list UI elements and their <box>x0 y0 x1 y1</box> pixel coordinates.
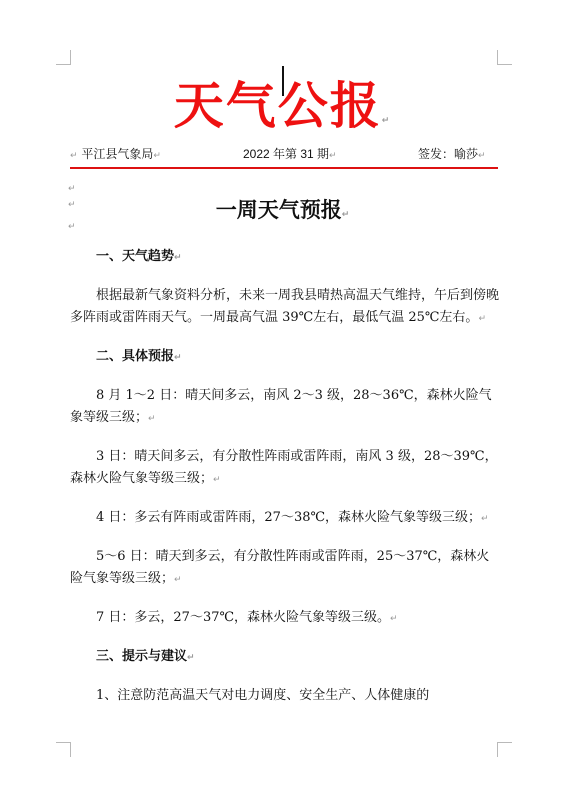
document-title[interactable] <box>0 196 565 229</box>
paragraph-text: 3 日：晴天间多云，有分散性阵雨或雷阵雨，南风 3 级，28～39℃，森林火险气象等级三级； <box>70 449 498 486</box>
paragraph-mark-icon: ↵ <box>174 253 182 263</box>
empty-paragraph-mark-icon: ↵ <box>68 222 76 232</box>
paragraph-text: 4 日：多云有阵雨或雷阵雨，27～38℃，森林火险气象等级三级； <box>96 510 482 525</box>
paragraph-forecast-day5-6[interactable] <box>70 546 500 591</box>
paragraph-mark-icon: ↵ <box>174 575 182 585</box>
paragraph-forecast-day3[interactable] <box>70 446 500 491</box>
paragraph-mark-icon: ↵ <box>478 314 486 324</box>
margin-corner-top-right <box>497 50 512 65</box>
section-heading-text: 二、具体预报 <box>96 349 175 364</box>
paragraph-mark-icon: ↵ <box>390 614 398 624</box>
masthead-title[interactable] <box>0 76 565 151</box>
paragraph-text: 7 日：多云，27～37℃，森林火险气象等级三级。 <box>96 610 391 625</box>
empty-paragraph-mark-icon: ↵ <box>68 184 76 194</box>
section-heading-text: 三、提示与建议 <box>96 649 188 664</box>
masthead-red-rule <box>70 167 498 169</box>
paragraph-mark-icon: ↵ <box>481 514 489 524</box>
signer-label[interactable] <box>418 146 486 164</box>
paragraph-mark-icon: ↵ <box>478 151 486 161</box>
signer-text: 签发：喻莎 <box>418 147 479 161</box>
section-heading-text: 一、天气趋势 <box>96 249 175 264</box>
document-title-text: 一周天气预报 <box>215 198 342 222</box>
document-body[interactable] <box>70 246 500 723</box>
section-heading-trend[interactable] <box>70 246 500 269</box>
paragraph-mark-icon: ↵ <box>329 151 337 161</box>
paragraph-mark-icon: ↵ <box>70 151 78 161</box>
paragraph-text: 5～6 日：晴天到多云，有分散性阵雨或雷阵雨，25～37℃，森林火险气象等级三级； <box>70 549 490 586</box>
paragraph-text: 8 月 1～2 日：晴天间多云，南风 2～3 级，28～36℃，森林火险气象等级三级； <box>70 388 492 425</box>
issue-number[interactable] <box>243 146 337 164</box>
paragraph-text: 根据最新气象资料分析，未来一周我县晴热高温天气维持，午后到傍晚多阵雨或雷阵雨天气。一周最高气温 39℃左右，最低气温 25℃左右。 <box>70 288 500 325</box>
paragraph-mark-icon: ↵ <box>213 475 221 485</box>
masthead-text: 天气公报 <box>173 77 382 135</box>
paragraph-mark-icon: ↵ <box>381 116 392 126</box>
margin-corner-bottom-right <box>497 742 512 757</box>
paragraph-trend[interactable] <box>70 285 500 330</box>
paragraph-forecast-day4[interactable] <box>70 507 500 530</box>
issuer-text: 平江县气象局 <box>81 147 154 161</box>
issuer-label[interactable] <box>70 146 161 164</box>
issue-number-text: 2022 年第 31 期 <box>243 147 330 161</box>
paragraph-mark-icon: ↵ <box>153 151 161 161</box>
paragraph-forecast-day1-2[interactable] <box>70 385 500 430</box>
paragraph-advice-1[interactable] <box>70 685 500 707</box>
paragraph-text: 1、注意防范高温天气对电力调度、安全生产、人体健康的 <box>96 688 430 703</box>
paragraph-mark-icon: ↵ <box>341 210 350 220</box>
paragraph-mark-icon: ↵ <box>148 414 156 424</box>
empty-paragraph-mark-icon: ↵ <box>68 200 76 210</box>
margin-corner-top-left <box>56 50 71 65</box>
paragraph-forecast-day7[interactable] <box>70 607 500 630</box>
paragraph-mark-icon: ↵ <box>187 653 195 663</box>
margin-corner-bottom-left <box>56 742 71 757</box>
paragraph-mark-icon: ↵ <box>174 353 182 363</box>
section-heading-forecast[interactable] <box>70 346 500 369</box>
section-heading-advice[interactable] <box>70 646 500 669</box>
